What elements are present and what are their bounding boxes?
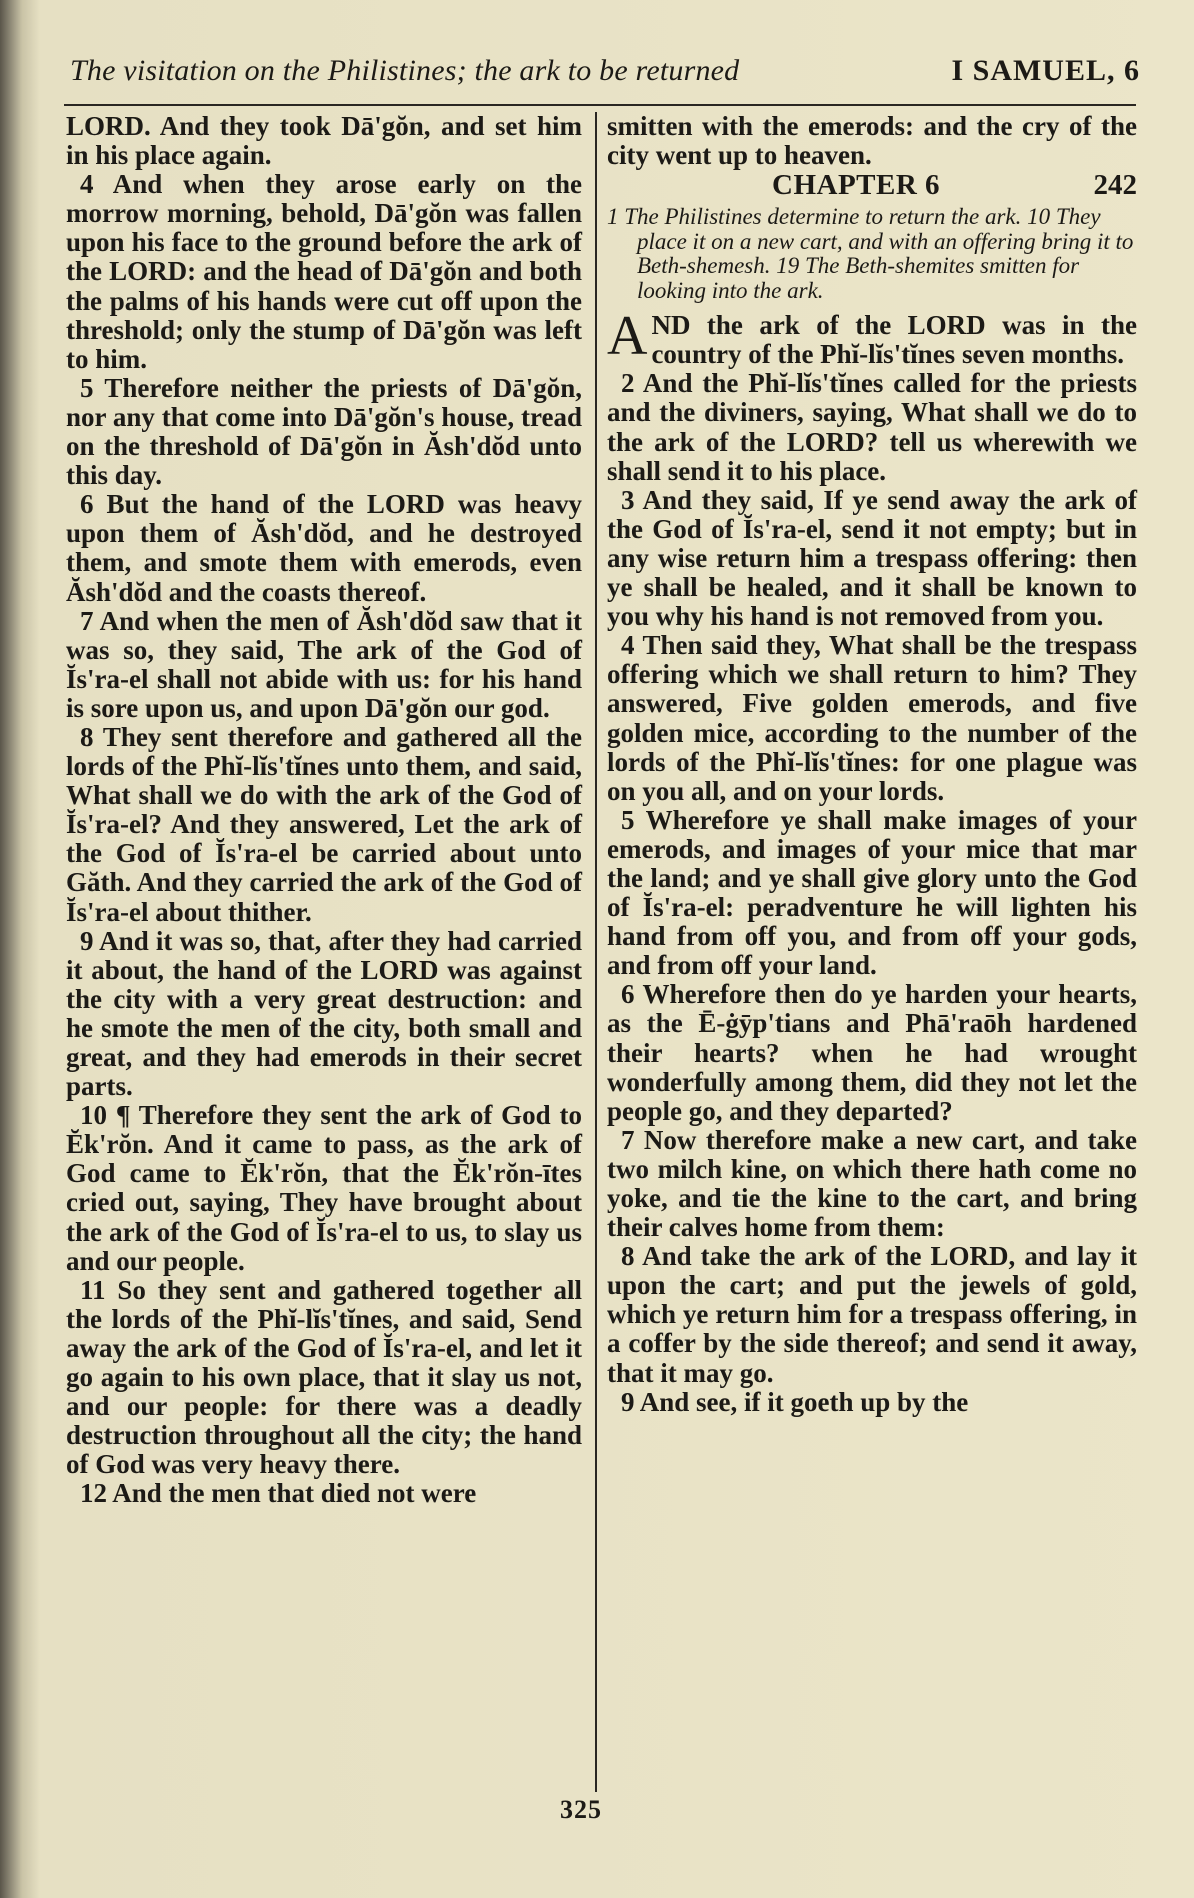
verse-8: 8 They sent therefore and gathered all the lords of the Phĭ-lĭs'tĭnes unto them, and said, What shall we do with the ark of the God of Ĭs'ra-el? And they answered, Let the ark of the God of Ĭs'ra-el be carried about unto Găth. And they carried the ark of the God of Ĭs'ra-el about thither. <box>66 721 582 927</box>
page-number: 325 <box>560 1795 602 1824</box>
verse-1-text: ND the ark of the LORD was in the country of the Phĭ-lĭs'tĭnes seven months. <box>651 310 1137 370</box>
verse-5: 5 Wherefore ye shall make images of your emerods, and images of your mice that mar the land; and ye shall give glory unto the God of Ĭs'ra-el: peradventure he will lighten his hand from off you, and from off your gods, and from off your land. <box>607 804 1137 981</box>
drop-cap: A <box>607 305 648 368</box>
right-column <box>607 112 1137 1417</box>
header-topic: The visitation on the Philistines; the ark to be returned <box>70 54 740 87</box>
verse-9: 9 And it was so, that, after they had carried it about, the hand of the LORD was against the city with a very great destruction: and he smote the men of the city, both small and great, and they had emerods in their secret parts. <box>66 925 582 1102</box>
column-divider <box>595 112 597 1792</box>
running-header <box>70 54 1140 98</box>
verse-12: 12 And the men that died not were <box>80 1478 477 1509</box>
verse-6: 6 Wherefore then do ye harden your hearts, as the Ē-ġȳp'tians and Phā'raōh hardened their hearts? when he had wrought wonderfully among them, did they not let the people go, and they departed? <box>607 979 1137 1126</box>
chapter-summary <box>607 205 1137 303</box>
verse-5: 5 Therefore neither the priests of Dā'gŏn, nor any that come into Dā'gŏn's house, tread on the threshold of Dā'gŏn in Ăsh'dŏd unto this day. <box>66 372 582 491</box>
verse-8: 8 And take the ark of the LORD, and lay it upon the cart; and put the jewels of gold, which ye return him for a trespass offering, in a coffer by the side thereof; and send it away, that it may go. <box>607 1241 1137 1388</box>
verse-continuation-right: smitten with the emerods: and the cry of the city went up to heaven. <box>607 111 1137 171</box>
summary-line: 19 The Beth-shemites smitten for looking into the ark. <box>637 253 1080 303</box>
header-rule <box>64 104 1136 106</box>
left-column <box>66 112 582 1509</box>
verse-11: 11 So they sent and gathered together all the lords of the Phĭ-lĭs'tĭnes, and said, Send away the ark of the God of Ĭs'ra-el, and let it go again to his own place, that it slay us not, and our people: for there was a deadly destruction throughout all the city; the hand of God was very heavy there. <box>66 1274 582 1480</box>
verse-3: 3 And they said, If ye send away the ark of the God of Ĭs'ra-el, send it not empty; but in any wise return him a trespass offering: then ye shall be healed, and it shall be known to you why his hand is not removed from you. <box>607 484 1137 632</box>
verse-4: 4 And when they arose early on the morrow morning, behold, Dā'gŏn was fallen upon his face to the ground before the ark of the LORD: and the head of Dā'gŏn and both the palms of his hands were cut off upon the threshold; only the stump of Dā'gŏn was left to him. <box>66 169 582 374</box>
chapter-heading <box>607 171 1137 203</box>
summary-line: 10 They place it on a new cart, and with an offering bring it to Beth-shemesh. <box>637 204 1134 279</box>
chapter-number: 242 <box>1093 169 1137 202</box>
verse-6: 6 But the hand of the LORD was heavy upon them of Ăsh'dŏd, and he destroyed them, and smote them with emerods, even Ăsh'dŏd and the coasts thereof. <box>66 489 582 607</box>
summary-line: 1 The Philistines determine to return the ark. <box>607 204 1028 230</box>
header-book-chapter: I SAMUEL, 6 <box>951 54 1140 87</box>
verse-7: 7 Now therefore make a new cart, and take two milch kine, on which there hath come no yoke, and tie the kine to the cart, and bring their calves home from them: <box>607 1124 1137 1243</box>
verse-2: 2 And the Phĭ-lĭs'tĭnes called for the priests and the diviners, saying, What shall we do to the ark of the LORD? tell us wherewith we shall send it to his place. <box>607 368 1137 486</box>
chapter-title: CHAPTER 6 <box>772 169 941 202</box>
verse-4: 4 Then said they, What shall be the trespass offering which we shall return to him? They answered, Five golden emerods, and five golden mice, according to the number of the lords of the Phĭ-lĭs'tĭnes: for one plague was on you all, and on your lords. <box>607 630 1137 806</box>
verse-10: 10 ¶ Therefore they sent the ark of God to Ĕk'rŏn. And it came to pass, as the ark of God came to Ĕk'rŏn, that the Ĕk'rŏn-ītes cried out, saying, They have brought about the ark of the God of Ĭs'ra-el to us, to slay us and our people. <box>66 1100 582 1276</box>
verse-continuation: LORD. And they took Dā'gŏn, and set him in his place again. <box>66 111 582 171</box>
verse-7: 7 And when the men of Ăsh'dŏd saw that it was so, they said, The ark of the God of Ĭs'ra-el shall not abide with us: for his hand is sore upon us, and upon Dā'gŏn our god. <box>66 605 582 723</box>
verse-9: 9 And see, if it goeth up by the <box>621 1386 969 1417</box>
verse-1 <box>607 305 1137 370</box>
